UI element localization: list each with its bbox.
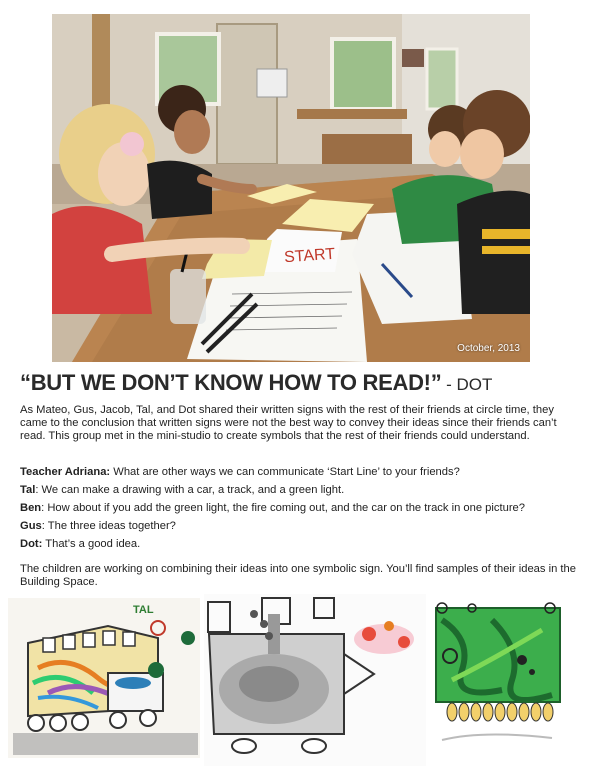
dialogue-line <box>20 466 590 479</box>
classroom-photo <box>52 14 530 362</box>
dialogue-speaker: Teacher Adriana: <box>20 466 111 478</box>
classroom-scene <box>52 14 530 362</box>
dialogue-text: : How about if you add the green light, the fire coming out, and the car on the track in one picture? <box>41 502 525 514</box>
photo-date-caption: October, 2013 <box>457 343 520 354</box>
dialogue-text: That’s a good idea. <box>42 538 141 550</box>
dialogue-text: What are other ways we can communicate ‘Start Line’ to your friends? <box>110 466 460 478</box>
dialogue-line <box>20 502 590 515</box>
child-drawing-car <box>204 594 426 766</box>
dialogue-speaker: Tal <box>20 484 36 496</box>
car-drawing <box>204 594 426 766</box>
drawing-label: TAL <box>133 604 154 616</box>
start-sign-text: START <box>283 245 336 267</box>
intro-paragraph: As Mateo, Gus, Jacob, Tal, and Dot shared their written signs with the rest of their friends at circle time, they came to the conclusion that written signs were not the best way to convey their ideas since their friends can’t read. This group met in the mini-studio to create symbols that the rest of their friends could understand. <box>20 404 557 442</box>
headline-attribution: - DOT <box>441 375 493 394</box>
child-drawing-train <box>8 598 200 758</box>
green-drawing <box>432 600 572 760</box>
dialogue-text: : We can make a drawing with a car, a track, and a green light. <box>35 484 345 496</box>
closing-paragraph: The children are working on combining their ideas into one symbolic sign. You’ll find samples of their ideas in the Building Space. <box>20 563 576 588</box>
dialogue-speaker: Ben <box>20 502 42 514</box>
dialogue-line <box>20 484 590 497</box>
dialogue-line <box>20 520 590 533</box>
dialogue-speaker: Gus <box>20 520 42 532</box>
headline-quote: “BUT WE DON’T KNOW HOW TO READ!” <box>20 370 442 395</box>
dialogue-text: : The three ideas together? <box>41 520 176 532</box>
child-drawing-green <box>432 600 572 760</box>
train-drawing <box>8 598 200 758</box>
dialogue-line <box>20 538 590 551</box>
page-headline <box>20 370 492 396</box>
dialogue-speaker: Dot: <box>20 538 43 550</box>
dialogue-block <box>20 466 590 556</box>
